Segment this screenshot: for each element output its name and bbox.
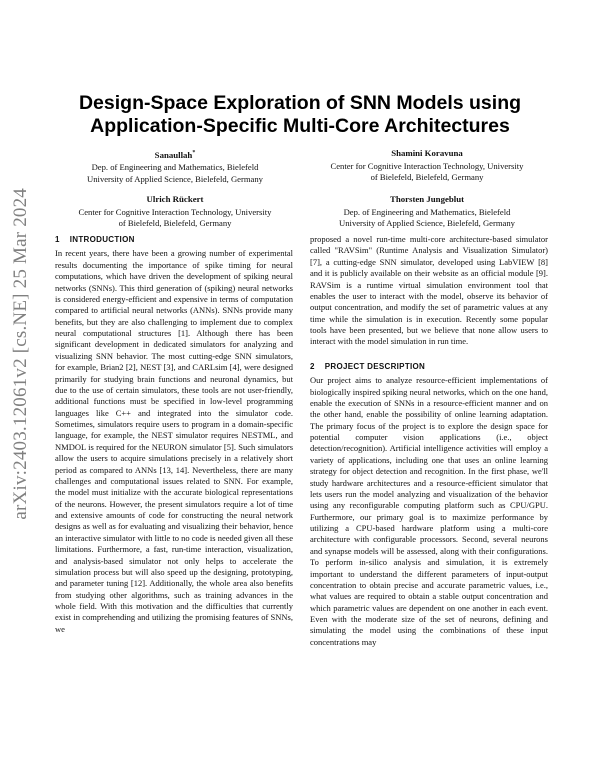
author-block-4 <box>312 194 542 230</box>
author-name: Ulrich Rückert <box>146 194 204 204</box>
paper-title <box>60 92 540 138</box>
section-heading-project-description: 2 PROJECT DESCRIPTION <box>310 361 426 371</box>
author-affiliation: University of Applied Science, Bielefeld, Germany <box>87 173 263 184</box>
author-affiliation: Center for Cognitive Interaction Technology, University <box>78 206 272 217</box>
author-affiliation: of Bielefeld, Bielefeld, Germany <box>118 218 232 228</box>
author-block-3 <box>55 194 295 230</box>
right-column <box>310 234 548 648</box>
left-column <box>55 234 293 635</box>
author-affiliation: Center for Cognitive Interaction Technology, University <box>330 160 524 171</box>
author-footnote-mark: * <box>192 150 196 156</box>
author-block-2 <box>302 148 552 184</box>
section-heading-introduction: 1 INTRODUCTION <box>55 235 135 244</box>
introduction-continued-paragraph: proposed a novel run-time multi-core architecture-based simulator called "RAVSim" (Runtime Analysis and Visualization Simulator) [7], a cutting-edge SNN simulator, developed using LabVIEW [8] and it is publicly available on their website as an official module [9]. RAVSim is a runtime virtual simulation environment tool that enables the user to interact with the model, observe its behavior of output concentration, and modify the set of parametric values at any time while the simulation is in execution. Recently some popular tools have been presented, but we believe that none allow users to interact with the model simulation in run time. <box>310 234 548 347</box>
title-line-2: Application-Specific Multi-Core Architectures <box>90 115 510 137</box>
author-affiliation: University of Applied Science, Bielefeld, Germany <box>339 218 515 228</box>
author-name: Shamini Koravuna <box>391 148 463 158</box>
author-affiliation: Dep. of Engineering and Mathematics, Bielefeld <box>343 206 511 217</box>
author-name: Sanaullah* <box>154 149 196 160</box>
author-block-1 <box>70 148 280 185</box>
title-line-1: Design-Space Exploration of SNN Models using <box>78 92 522 114</box>
project-description-paragraph: Our project aims to analyze resource-efficient implementations of biologically inspired spiking neural networks, which on the one hand, enable the execution of SNNs in a resource-efficient manner and on the other hand, enable the possibility of online learning adaptation. The primary focus of the project is to explore the design space for potential computer vision applications (i.e., object detection/recognition). Artificial intelligence activities will employ a variety of applications, including one that uses an online learning strategy for object detection and recognition. In the first phase, we'll study hardware architectures and a resource-efficient simulator that lets users run the model analyzing and visualization of the behavior using any reconfigurable computing platform such as CPU/GPU. Furthermore, our primary goal is to maximize performance by utilizing a CPU-based hardware platform using a multi-core architecture with configurable processors. Second, several neurons and synapse models will be assessed, along with their configurations. To perform in-silico analysis and simulation, it is extremely important to understand the different parameters of input-output concentration to obtain precise and accurate parametric values, i.e., what values are required to obtain a stable output concentration and which parametric values are dependent on one another in each event. Even with the moderate size of the set of neurons, defining and simulating the model using the combinations of these input concentrations may <box>310 375 548 647</box>
author-affiliation: Dep. of Engineering and Mathematics, Bielefeld <box>91 162 259 173</box>
introduction-paragraph: In recent years, there have been a growing number of experimental results documenting the importance of spike timing for neural computations, which have driven the development of spiking neural networks (SNNs). This third generation of (spiking) neural networks is considered energy-efficient and expensive in terms of computation compared to artificial neural networks (ANNs). SNNs provide many benefits, but they are also challenging to implement due to complex neural computational structures [1]. Although there has been significant development in dedicated simulators for analyzing and visualizing SNN behavior. The most cutting-edge SNN simulators, for example, Brian2 [2], NEST [3], and CARLsim [4], were designed primarily for studying brain functions and neuronal dynamics, but due to the use of certain simulators, these tools are not user-friendly, additional functions must be specified in low-level programming languages like C++ and integrated into the simulator code. Sometimes, simulators require users to program in a domain-specific language, for example, the NEST simulator requires NESTML, and NMDOL is required for the NEURON simulator [5]. Such simulators allow the users to acquire simulations precisely in a relatively short period as compared to ANNs [13, 14]. Nevertheless, there are many challenges and computational issues related to SNN. For example, the model must initialize with the accurate biological representations of the neurons. However, the present simulators require a lot of time and extensive amounts of code for constructing the neural network designs as well as for evaluating and visualizing their behavior, hence an interactive simulator with little to no code is needed given all these limitations. Furthermore, a fast, run-time interaction, visualization, and analysis-based simulator not only helps to accelerate the simulation process but will also speed up the designing, prototyping, and parameter tuning [12]. Additionally, the whole area also benefits from studying other algorithms, such as training advances in the whole field. With this motivation and the difficulties that currently exist in comprehending and utilizing the promising features of SNNs, we <box>55 248 293 634</box>
author-affiliation: of Bielefeld, Bielefeld, Germany <box>370 172 484 182</box>
arxiv-identifier: arXiv:2403.12061v2 [cs.NE] 25 Mar 2024 <box>10 188 31 520</box>
author-name: Thorsten Jungeblut <box>389 194 465 204</box>
